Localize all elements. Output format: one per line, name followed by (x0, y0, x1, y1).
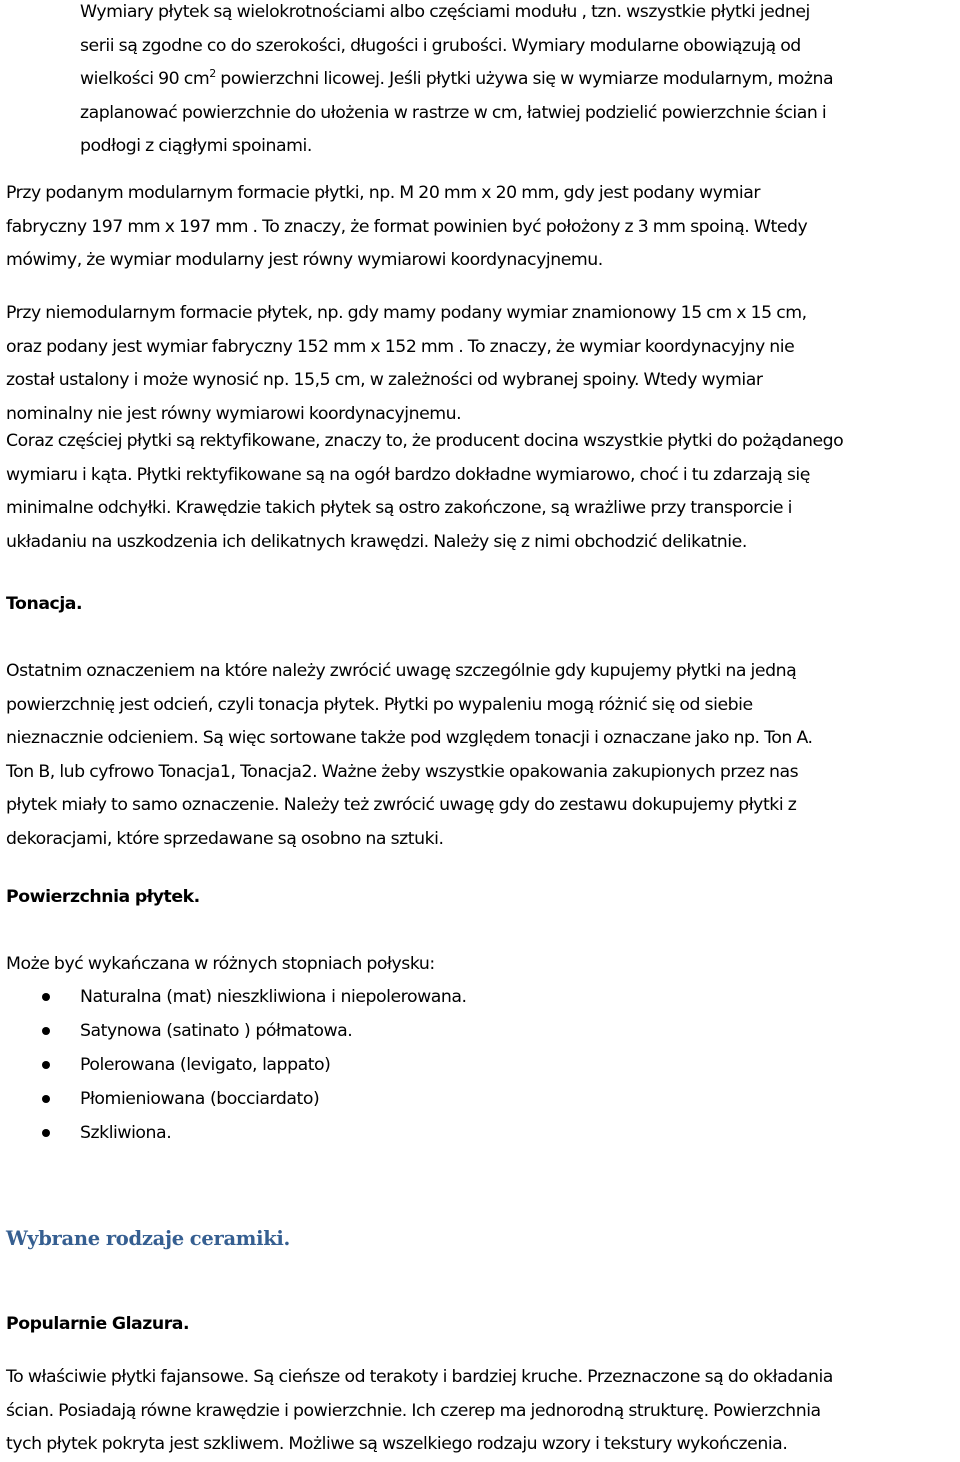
paragraph-rectified (0, 425, 960, 559)
text-line: ścian. Posiadają równe krawędzie i powierzchnie. Ich czerep ma jednorodną strukturę. Powierzchnia (6, 1400, 821, 1421)
list-item-text: Satynowa (satinato ) półmatowa. (80, 1021, 353, 1041)
text-line: Wymiary płytek są wielokrotnościami albo częściami modułu , tzn. wszystkie płytki jednej (80, 2, 810, 22)
bullet-icon (42, 1129, 50, 1137)
text-line: Przy niemodularnym formacie płytek, np. gdy mamy podany wymiar znamionowy 15 cm x 15 cm, (6, 303, 807, 323)
text-line: serii są zgodne co do szerokości, długości i grubości. Wymiary modularne obowiązują od (80, 35, 801, 56)
text-line: układaniu na uszkodzenia ich delikatnych krawędzi. Należy się z nimi obchodzić delikatnie. (6, 531, 747, 552)
heading-text: Tonacja. (6, 594, 83, 614)
text-line: oraz podany jest wymiar fabryczny 152 mm x 152 mm . To znaczy, że wymiar koordynacyjny nie (6, 336, 795, 357)
text-line: minimalne odchyłki. Krawędzie takich płytek są ostro zakończone, są wrażliwe przy transporcie i (6, 498, 792, 518)
text-line (0, 63, 960, 97)
text-line: powierzchnię jest odcień, czyli tonacja płytek. Płytki po wypaleniu mogą różnić się od siebie (6, 694, 753, 715)
text-line: mówimy, że wymiar modularny jest równy wymiarowi koordynacyjnemu. (6, 250, 603, 270)
list-item-text: Szkliwiona. (80, 1123, 172, 1143)
text-line: Coraz częściej płytki są rektyfikowane, znaczy to, że producent docina wszystkie płytki do pożądanego (6, 431, 844, 451)
list-item (0, 1014, 960, 1048)
list-item (0, 1082, 960, 1116)
heading-text: Powierzchnia płytek. (6, 887, 200, 907)
paragraph-modular-intro (0, 0, 960, 164)
bullet-icon (42, 1061, 50, 1069)
list-item-text: Naturalna (mat) nieszkliwiona i niepolerowana. (80, 987, 467, 1007)
surface-finish-list (0, 980, 960, 1150)
bullet-icon (42, 993, 50, 1001)
heading-text: Popularnie Glazura. (6, 1314, 190, 1334)
list-item-text: Polerowana (levigato, lappato) (80, 1055, 331, 1075)
text-line: płytek miały to samo oznaczenie. Należy też zwrócić uwagę gdy do zestawu dokupujemy płytki z (6, 795, 797, 815)
section-heading-surface (0, 881, 960, 915)
list-item-text: Płomieniowana (bocciardato) (80, 1089, 320, 1109)
section-heading-glaze (0, 1308, 960, 1342)
text-line: nieznacznie odcieniem. Są więc sortowane także pod względem tonacji i oznaczane jako np. Ton A. (6, 728, 813, 748)
paragraph-surface-intro (0, 948, 960, 982)
text-line: podłogi z ciągłymi spoinami. (80, 136, 312, 156)
bullet-icon (42, 1095, 50, 1103)
list-item (0, 1048, 960, 1082)
text-line: dekoracjami, które sprzedawane są osobno na sztuki. (6, 828, 444, 849)
paragraph-tone (0, 655, 960, 856)
text-span: powierzchni licowej. Jeśli płytki używa się w wymiarze modularnym, można (215, 69, 834, 89)
section-heading-ceramics (0, 1222, 960, 1256)
text-line: został ustalony i może wynosić np. 15,5 cm, w zależności od wybranej spoiny. Wtedy wymiar (6, 370, 763, 390)
text-line: nominalny nie jest równy wymiarowi koordynacyjnemu. (6, 403, 462, 424)
text-line: fabryczny 197 mm x 197 mm . To znaczy, że format powinien być położony z 3 mm spoiną. Wtedy (6, 216, 808, 237)
text-line: zaplanować powierzchnie do ułożenia w rastrze w cm, łatwiej podzielić powierzchnie ścian i (80, 102, 827, 123)
text-line: wymiaru i kąta. Płytki rektyfikowane są na ogół bardzo dokładne wymiarowo, choć i tu zdarzają się (6, 464, 810, 485)
list-item (0, 1116, 960, 1150)
text-line: To właściwie płytki fajansowe. Są cieńsze od terakoty i bardziej kruche. Przeznaczone są do okładania (6, 1367, 833, 1387)
heading-text: Wybrane rodzaje ceramiki. (6, 1227, 291, 1250)
superscript: 2 (209, 67, 216, 80)
paragraph-glaze (0, 1361, 960, 1462)
bullet-icon (42, 1027, 50, 1035)
paragraph-modular-format (0, 177, 960, 278)
text-line: Przy podanym modularnym formacie płytki, np. M 20 mm x 20 mm, gdy jest podany wymiar (6, 183, 760, 203)
text-span: wielkości 90 cm (80, 69, 210, 89)
section-heading-tone (0, 588, 960, 622)
text-line: Ostatnim oznaczeniem na które należy zwrócić uwagę szczególnie gdy kupujemy płytki na jedną (6, 661, 797, 681)
text-line: Może być wykańczana w różnych stopniach połysku: (6, 954, 435, 974)
paragraph-nonmodular (0, 297, 960, 431)
bullet-list (0, 980, 960, 1150)
text-line: tych płytek pokryta jest szkliwem. Możliwe są wszelkiego rodzaju wzory i tekstury wykończenia. (6, 1434, 788, 1454)
text-line: Ton B, lub cyfrowo Tonacja1, Tonacja2. Ważne żeby wszystkie opakowania zakupionych przez nas (6, 761, 799, 782)
list-item (0, 980, 960, 1014)
